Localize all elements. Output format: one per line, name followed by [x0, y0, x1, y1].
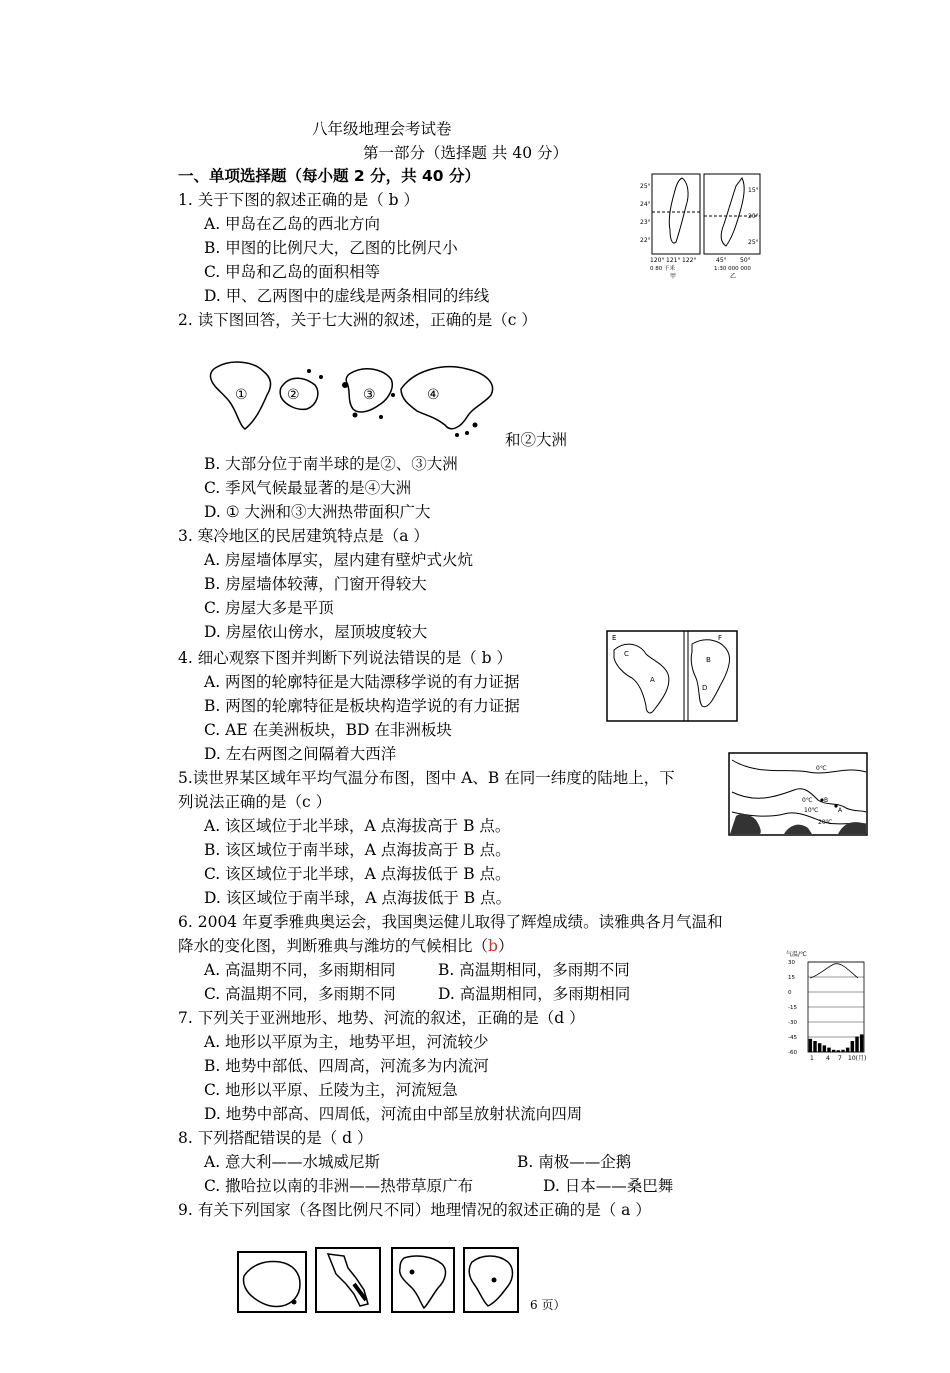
q6-ytick: 30: [788, 960, 795, 966]
question-7-option-a: A. 地形以平原为主，地势平坦，河流较少: [204, 1033, 489, 1051]
q4-label-c: C: [624, 650, 629, 658]
q6-precip-bar: [851, 1041, 854, 1052]
q6-precip-bar: [860, 1034, 863, 1052]
q6-temp-curve: [810, 964, 858, 978]
question-1-option-c: C. 甲岛和乙岛的面积相等: [204, 263, 381, 281]
q1-lat-label-right: 25°: [748, 239, 759, 246]
q5-label-b: B: [824, 797, 829, 804]
question-3-option-d: D. 房屋依山傍水，屋顶坡度较大: [204, 623, 428, 641]
question-8-option-b: B. 南极——企鹅: [517, 1153, 632, 1171]
question-7-option-d: D. 地势中部高、四周低，河流由中部呈放射状流向四周: [204, 1105, 583, 1123]
question-6-stem-continued: [178, 935, 513, 957]
question-3-option-b: B. 房屋墙体较薄，门窗开得较大: [204, 575, 427, 593]
q2-label-2: ②: [287, 387, 300, 403]
question-8-stem: 8. 下列搭配错误的是（ d ）: [178, 1129, 373, 1147]
q6-precip-bar: [855, 1037, 858, 1052]
q6-ytick: 15: [788, 975, 795, 981]
q5-isotherm-figure: [728, 752, 868, 836]
q6-precip-bar: [818, 1043, 821, 1052]
q4-label-b: B: [706, 656, 711, 664]
q6-xtick: 7: [838, 1055, 842, 1062]
question-8-option-a: A. 意大利——水城威尼斯: [204, 1153, 381, 1171]
q1-lon-label: 122°: [682, 257, 697, 264]
question-1-stem: 1. 关于下图的叙述正确的是（ b ）: [178, 191, 419, 209]
question-3-option-c: C. 房屋大多是平顶: [204, 599, 334, 617]
q2-label-1: ①: [235, 387, 248, 403]
question-6-option-d: D. 高温期相同，多雨期相同: [438, 985, 631, 1003]
question-1-option-b: B. 甲图的比例尺大，乙图的比例尺小: [204, 239, 458, 257]
q1-lat-label: 23°: [640, 219, 651, 226]
question-8-option-d: D. 日本——桑巴舞: [543, 1177, 674, 1195]
q1-name-right: 乙: [730, 273, 737, 280]
question-6-stem2-text: 降水的变化图，判断雅典与潍坊的气候相比（: [178, 937, 489, 955]
exam-title: 八年级地理会考试卷: [312, 120, 452, 138]
question-6-option-c: C. 高温期不同，多雨期不同: [204, 985, 396, 1003]
q6-xtick: 1: [810, 1055, 814, 1062]
question-5-stem-continued: 列说法正确的是（c ）: [178, 793, 332, 811]
q6-precip-bar: [846, 1048, 849, 1052]
q5-label-10c: 10℃: [804, 807, 819, 814]
q1-lat-label: 22°: [640, 237, 651, 244]
question-3-stem: 3. 寒冷地区的民居建筑特点是（a ）: [178, 527, 429, 545]
question-4-stem: 4. 细心观察下图并判断下列说法错误的是（ b ）: [178, 649, 512, 667]
q4-label-a: A: [650, 676, 655, 684]
q4-plates-figure: [606, 630, 738, 722]
question-6-stem2-end: ）: [497, 937, 514, 955]
japan-shape: [328, 1254, 368, 1306]
question-2-option-d: D. ① 大洲和③大洲热带面积广大: [204, 503, 431, 521]
question-1-option-d: D. 甲、乙两图中的虚线是两条相同的纬线: [204, 287, 490, 305]
question-5-stem: 5.读世界某区域年平均气温分布图，图中 A、B 在同一纬度的陆地上，下: [178, 769, 675, 787]
q6-yticks: [788, 960, 797, 1056]
question-1-option-a: A. 甲岛在乙岛的西北方向: [204, 215, 381, 233]
question-2-stem: 2. 读下图回答，关于七大洲的叙述，正确的是（c ）: [178, 311, 537, 329]
question-6-option-a: A. 高温期不同，多雨期相同: [204, 961, 396, 979]
question-2-option-a-partial: 和②大洲: [505, 431, 568, 449]
q6-precip-bar: [813, 1041, 816, 1052]
question-5-option-b: B. 该区域位于南半球，A 点海拔高于 B 点。: [204, 841, 511, 859]
section-subtitle: 第一部分（选择题 共 40 分）: [363, 144, 569, 162]
q6-precip-bar: [837, 1050, 840, 1052]
q1-lon-label: 121°: [666, 257, 681, 264]
question-7-option-b: B. 地势中部低、四周高，河流多为内流河: [204, 1057, 489, 1075]
q5-label-0c: 0℃: [802, 797, 813, 804]
question-8-option-c: C. 撒哈拉以南的非洲——热带草原广布: [204, 1177, 474, 1195]
question-6-stem: 6. 2004 年夏季雅典奥运会，我国奥运健儿取得了辉煌成绩。读雅典各月气温和: [178, 913, 723, 931]
q6-ytick: -45: [788, 1035, 797, 1041]
q6-xtick: 10(月): [848, 1055, 867, 1062]
q1-lon-label-right: 45°: [716, 257, 727, 264]
question-5-option-d: D. 该区域位于南半球，A 点海拔低于 B 点。: [204, 889, 512, 907]
question-4-option-a: A. 两图的轮廓特征是大陆漂移学说的有力证据: [204, 673, 520, 691]
q2-label-4: ④: [427, 387, 440, 403]
q6-precip-bar: [832, 1050, 835, 1052]
q6-precip-bar: [827, 1048, 830, 1052]
question-6-option-b: B. 高温期相同，多雨期不同: [438, 961, 630, 979]
q5-label-0c-top: 0℃: [816, 765, 827, 772]
question-4-option-d: D. 左右两图之间隔着大西洋: [204, 745, 397, 763]
question-3-option-a: A. 房屋墙体厚实，屋内建有壁炉式火炕: [204, 551, 474, 569]
q1-lon-label: 120°: [650, 257, 665, 264]
question-9-stem: 9. 有关下列国家（各图比例尺不同）地理情况的叙述正确的是（ a ）: [178, 1201, 651, 1219]
q1-scale-right: 1:30 000 000: [714, 266, 751, 272]
q6-precip-bar: [823, 1045, 826, 1052]
q4-label-d: D: [702, 684, 708, 692]
q6-precip-bar: [809, 1039, 812, 1052]
q1-map-figure: [636, 172, 766, 280]
q2-continents-figure: [205, 355, 505, 445]
question-4-option-b: B. 两图的轮廓特征是板块构造学说的有力证据: [204, 697, 520, 715]
q1-lat-label-right: 20°: [748, 213, 759, 220]
q1-scale-left: 0 80 千米: [650, 266, 675, 272]
question-7-stem: 7. 下列关于亚洲地形、地势、河流的叙述，正确的是（d ）: [178, 1009, 585, 1027]
q4-label-e: E: [612, 634, 617, 642]
page-number: 6 页）: [530, 1298, 566, 1312]
q1-lon-label-right: 50°: [740, 257, 751, 264]
q6-ytick: -60: [788, 1050, 797, 1056]
q4-label-f: F: [718, 634, 723, 642]
question-6-answer: b: [488, 937, 498, 955]
india-shape: [400, 1256, 446, 1308]
section-heading: 一、单项选择题（每小题 2 分，共 40 分）: [178, 167, 480, 185]
question-2-option-b: B. 大部分位于南半球的是②、③大洲: [204, 455, 458, 473]
q1-name-left: 甲: [670, 273, 677, 280]
question-2-option-c: C. 季风气候最显著的是④大洲: [204, 479, 412, 497]
q6-climate-chart: [786, 948, 876, 1066]
question-7-option-c: C. 地形以平原、丘陵为主，河流短急: [204, 1081, 458, 1099]
q5-label-a: A: [838, 807, 843, 814]
question-5-option-a: A. 该区域位于北半球，A 点海拔高于 B 点。: [204, 817, 511, 835]
q6-xtick: 4: [826, 1055, 830, 1062]
question-5-option-c: C. 该区域位于北半球，A 点海拔低于 B 点。: [204, 865, 511, 883]
q2-label-3: ③: [363, 387, 376, 403]
q6-ylabel: 气温/℃: [786, 951, 807, 958]
q1-lat-label: 24°: [640, 201, 651, 208]
q6-ytick: -15: [788, 1005, 797, 1011]
question-4-option-c: C. AE 在美洲板块，BD 在非洲板块: [204, 721, 452, 739]
q1-lat-label-right: 15°: [748, 187, 759, 194]
q6-ytick: 0: [788, 990, 792, 996]
brazil-shape: [469, 1256, 512, 1306]
q6-ytick: -30: [788, 1020, 797, 1026]
q5-label-20c: 20℃: [818, 819, 833, 826]
q6-precip-bar: [841, 1050, 844, 1052]
q1-lat-label: 25°: [640, 183, 651, 190]
australia-shape: [243, 1262, 300, 1307]
q9-countries-figure: [236, 1244, 522, 1316]
